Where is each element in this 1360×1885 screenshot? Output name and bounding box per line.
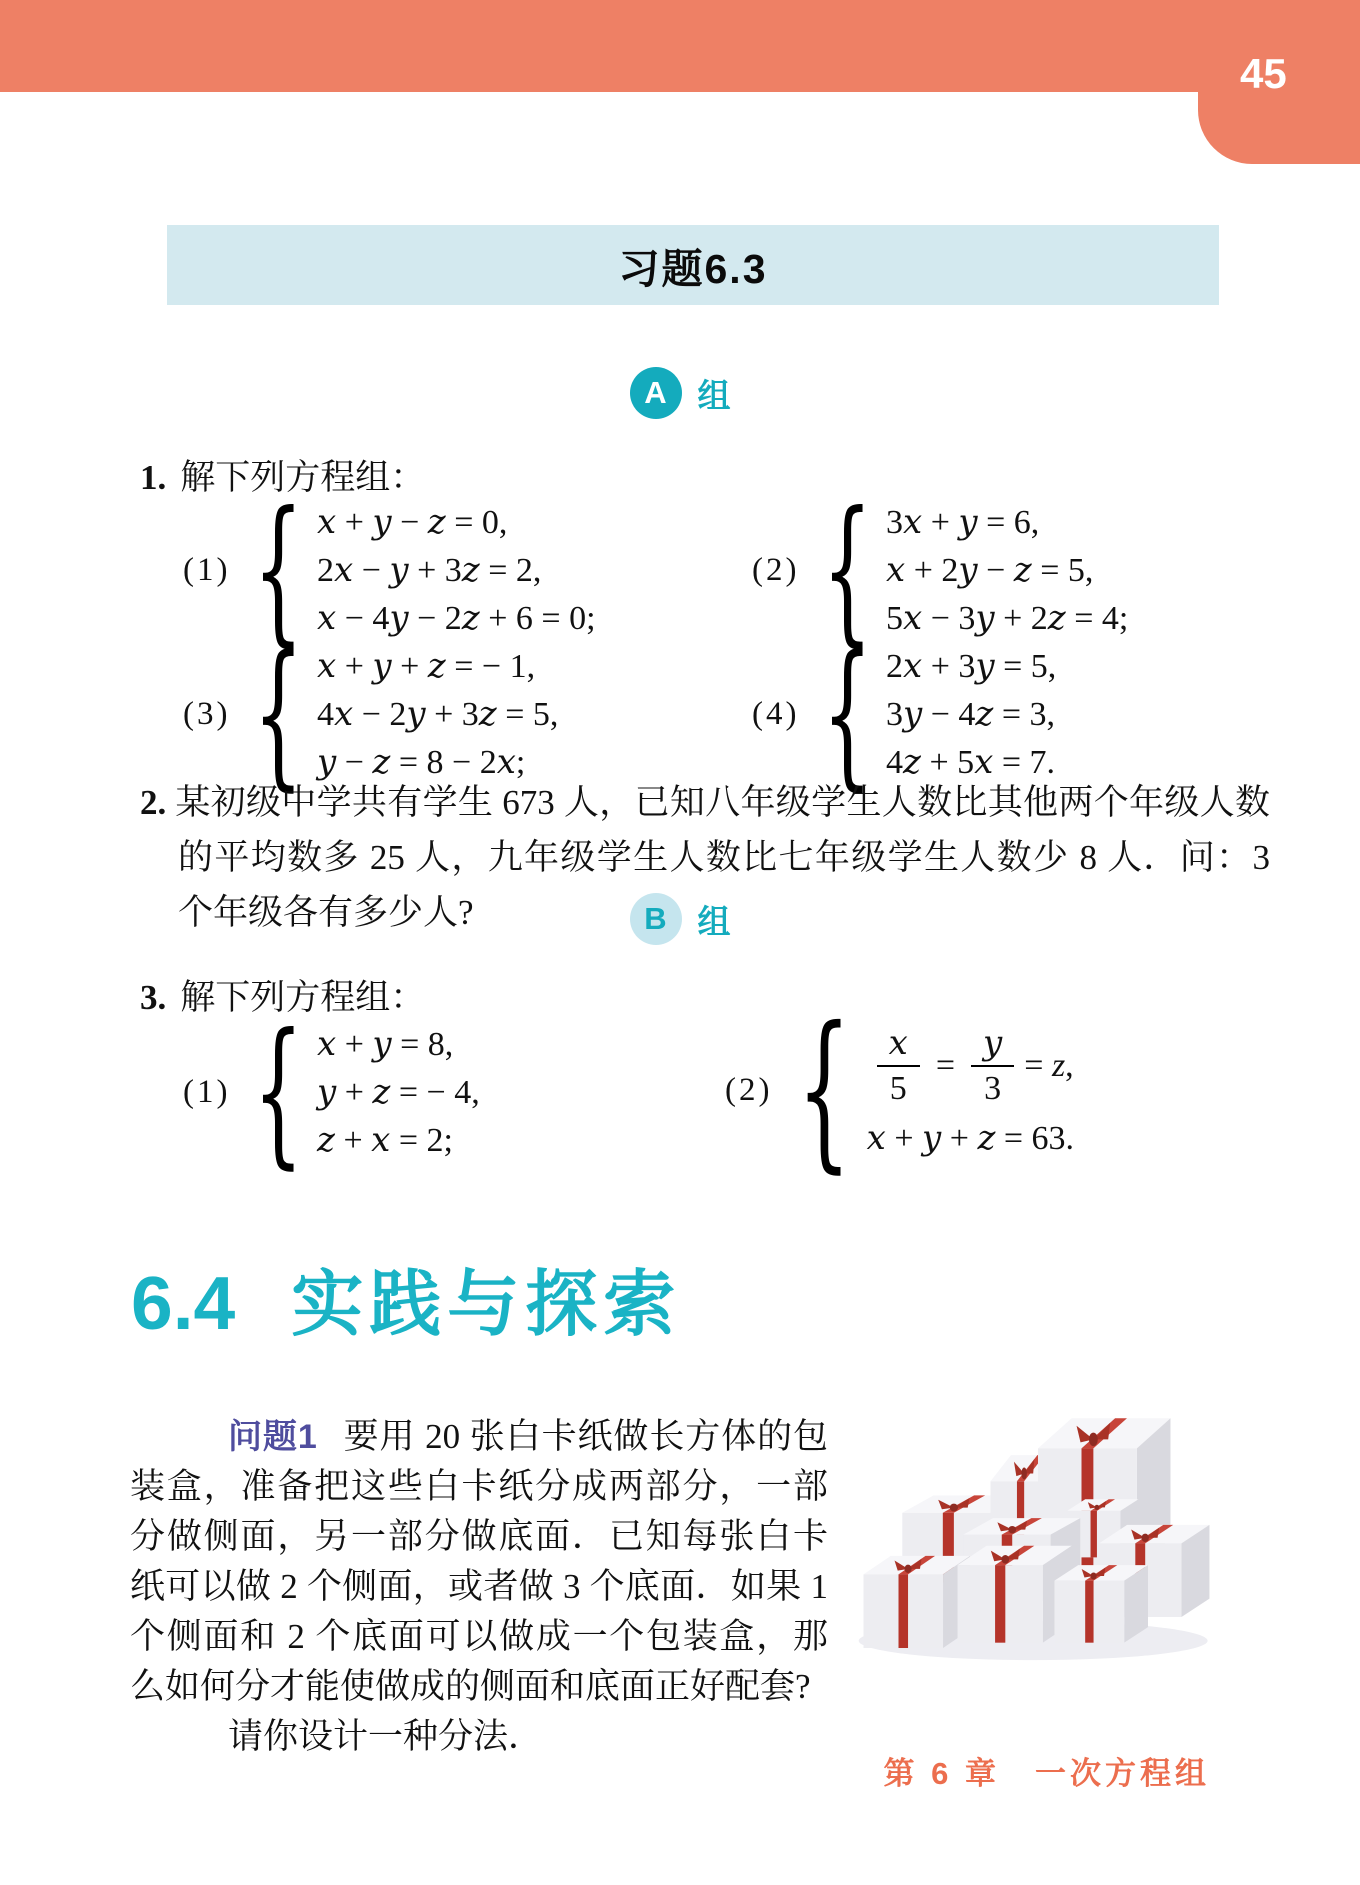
section-body [130, 1412, 1232, 1762]
equation-line: x + y + z = 63. [866, 1118, 1075, 1158]
equation-line: y + z = − 4, [317, 1072, 480, 1112]
system-1-brace: { [253, 478, 304, 662]
equation-line: 3y − 4z = 3, [886, 694, 1056, 734]
fraction-equation [867, 1018, 1074, 1114]
group-a-badge: A [630, 367, 682, 419]
equation-system-3 [183, 622, 559, 806]
problem-3-number: 3. [140, 978, 167, 1017]
equation-line: 3x + y = 6, [886, 502, 1040, 542]
question-1-text: 要用 20 张白卡纸做长方体的包装盒，准备把这些白卡纸分成两部分，一部分做侧面，另一部分做底面．已知每张白卡纸可以做 2 个侧面，或者做 3 个底面．如果 1 个侧面和 2 个底面可以做成一个包装盒，那么如何分才能使做成的侧面和底面正好配套? [130, 1417, 828, 1706]
equation-line: x + 2y − z = 5, [886, 550, 1094, 590]
group-b-label: 组 [697, 902, 731, 940]
question-1-paragraph-2: 请你设计一种分法． [228, 1717, 544, 1756]
system-5-brace: { [253, 1000, 304, 1184]
exercise-title: 习题6.3 [618, 245, 768, 292]
system-1-label: (1) [183, 551, 231, 588]
equation-line: x + y = 8, [317, 1024, 454, 1064]
fraction-y-over-3: $\frac{y}{3}$ [971, 1025, 1014, 1108]
equation-line: 2x + 3y = 5, [886, 646, 1057, 686]
equation-line: 2x − y + 3z = 2, [317, 550, 542, 590]
equals-sign: = [935, 1047, 956, 1084]
top-color-band [0, 0, 1360, 92]
section-heading [131, 1246, 681, 1350]
group-a-heading [0, 367, 1360, 419]
group-a-label: 组 [697, 376, 731, 414]
equation-system-5 [183, 1000, 480, 1184]
question-1-label: 问题1 [228, 1418, 317, 1456]
page-number: 45 [1240, 50, 1287, 97]
equation-line: y − z = 8 − 2x; [317, 742, 526, 782]
fraction-x-over-5: $\frac{x}{5}$ [877, 1025, 920, 1108]
system-5-label: (1) [183, 1073, 231, 1110]
exercise-header-bar [167, 225, 1219, 305]
system-2-label: (2) [752, 551, 800, 588]
section-number: 6.4 [131, 1261, 236, 1345]
problem-1-prompt: 解下列方程组： [180, 458, 426, 497]
problem-2-text: 某初级中学共有学生 673 人，已知八年级学生人数比其他两个年级人数的平均数多 25 人，九年级学生人数比七年级学生人数少 8 人．问：3 个年级各有多少人? [175, 783, 1270, 932]
problem-3-prompt: 解下列方程组： [180, 978, 426, 1017]
group-b-badge: B [630, 893, 682, 945]
equation-line: x + y − z = 0, [317, 502, 508, 542]
problem-2-number: 2. [140, 783, 167, 822]
system-3-label: (3) [183, 695, 231, 732]
equation-line: z + x = 2; [317, 1120, 453, 1160]
system-6-brace: { [797, 991, 852, 1189]
equation-line: 5x − 3y + 2z = 4; [886, 598, 1129, 638]
equation-system-4 [752, 622, 1057, 806]
equation-line: x − 4y − 2z + 6 = 0; [317, 598, 596, 638]
equation-system-6 [725, 991, 1075, 1189]
equation-tail: = z, [1024, 1047, 1074, 1084]
chapter-footer: 第 6 章 一次方程组 [883, 1756, 1210, 1791]
gift-boxes-image [844, 1412, 1232, 1664]
equation-line: x + y + z = − 1, [317, 646, 536, 686]
equation-line: 4x − 2y + 3z = 5, [317, 694, 559, 734]
system-3-brace: { [253, 622, 304, 806]
group-b-heading [0, 893, 1360, 945]
page-number-tab [1198, 0, 1360, 164]
system-2-brace: { [822, 478, 873, 662]
section-title: 实践与探索 [291, 1265, 682, 1345]
equation-system-2 [752, 478, 1129, 662]
equation-system-1 [183, 478, 596, 662]
system-4-brace: { [822, 622, 873, 806]
system-6-label: (2) [725, 1071, 773, 1108]
equation-line: 4z + 5x = 7. [886, 742, 1055, 782]
problem-1-number: 1. [140, 458, 167, 497]
system-4-label: (4) [752, 695, 800, 732]
